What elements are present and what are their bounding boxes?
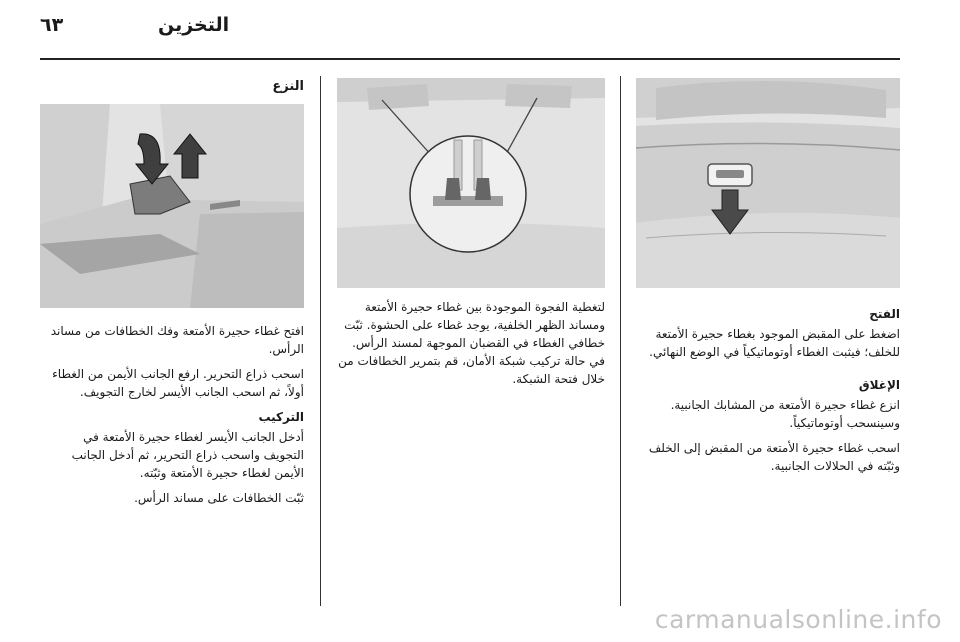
figure-removal-lever [40,104,304,308]
figure-cover-open [636,78,900,288]
header-rule [40,58,900,60]
section-heading-install: التركيب [258,410,304,424]
paragraph-text: اسحب ذراع التحرير. ارفع الجانب الأيمن من الغطاء أولاً، ثم اسحب الجانب الأيسر لخارج التجويف. [52,367,304,399]
paragraph-text: أدخل الجانب الأيسر لغطاء حجيرة الأمتعة في التجويف واسحب ذراع التحرير، ثم أدخل الجانب الأيمن لغطاء حجيرة الأمتعة وثبّته. [71,430,304,480]
paragraph-text: اضغط على المقبض الموجود بغطاء حجيرة الأمتعة للخلف؛ فيثبت الغطاء أوتوماتيكياً في الوضع النهائي. [649,327,900,359]
paragraph-text: افتح غطاء حجيرة الأمتعة وفك الخطافات من مساند الرأس. [50,324,304,356]
watermark: carmanualsonline.info [654,605,942,634]
page-number: ٦٣ [40,14,64,36]
column-divider-right [620,76,621,606]
paragraph-text: اسحب غطاء حجيرة الأمتعة من المقبض إلى الخلف وثبّته في الحلالات الجانبية. [648,441,900,473]
column-divider-left [320,76,321,606]
column-right [636,298,900,482]
figure-gap-cover-hooks [337,78,605,288]
chapter-title: التخزين [158,14,230,36]
section-heading-open: الفتح [869,307,900,321]
section-title-removal: النزع [272,79,304,94]
paragraph-text: ثبّت الخطافات على مساند الرأس. [134,491,304,505]
paragraph-text: لتغطية الفجوة الموجودة بين غطاء حجيرة الأمتعة ومساند الظهر الخلفية، يوجد غطاء على الحشوة. ثبّت خطافي الغطاء في القضبان الموجهة لمسند الرأس. في حالة تركيب شبكة الأمان، قم بتمرير الخطافات من خلال فتحة الشبكة. [338,300,605,386]
section-heading-close: الإغلاق [858,378,900,392]
column-left [40,322,304,514]
page-header [40,14,900,48]
column-middle [337,298,605,395]
paragraph-text: انزع غطاء حجيرة الأمتعة من المشابك الجانبية. وسينسحب أوتوماتيكياً. [670,398,900,430]
